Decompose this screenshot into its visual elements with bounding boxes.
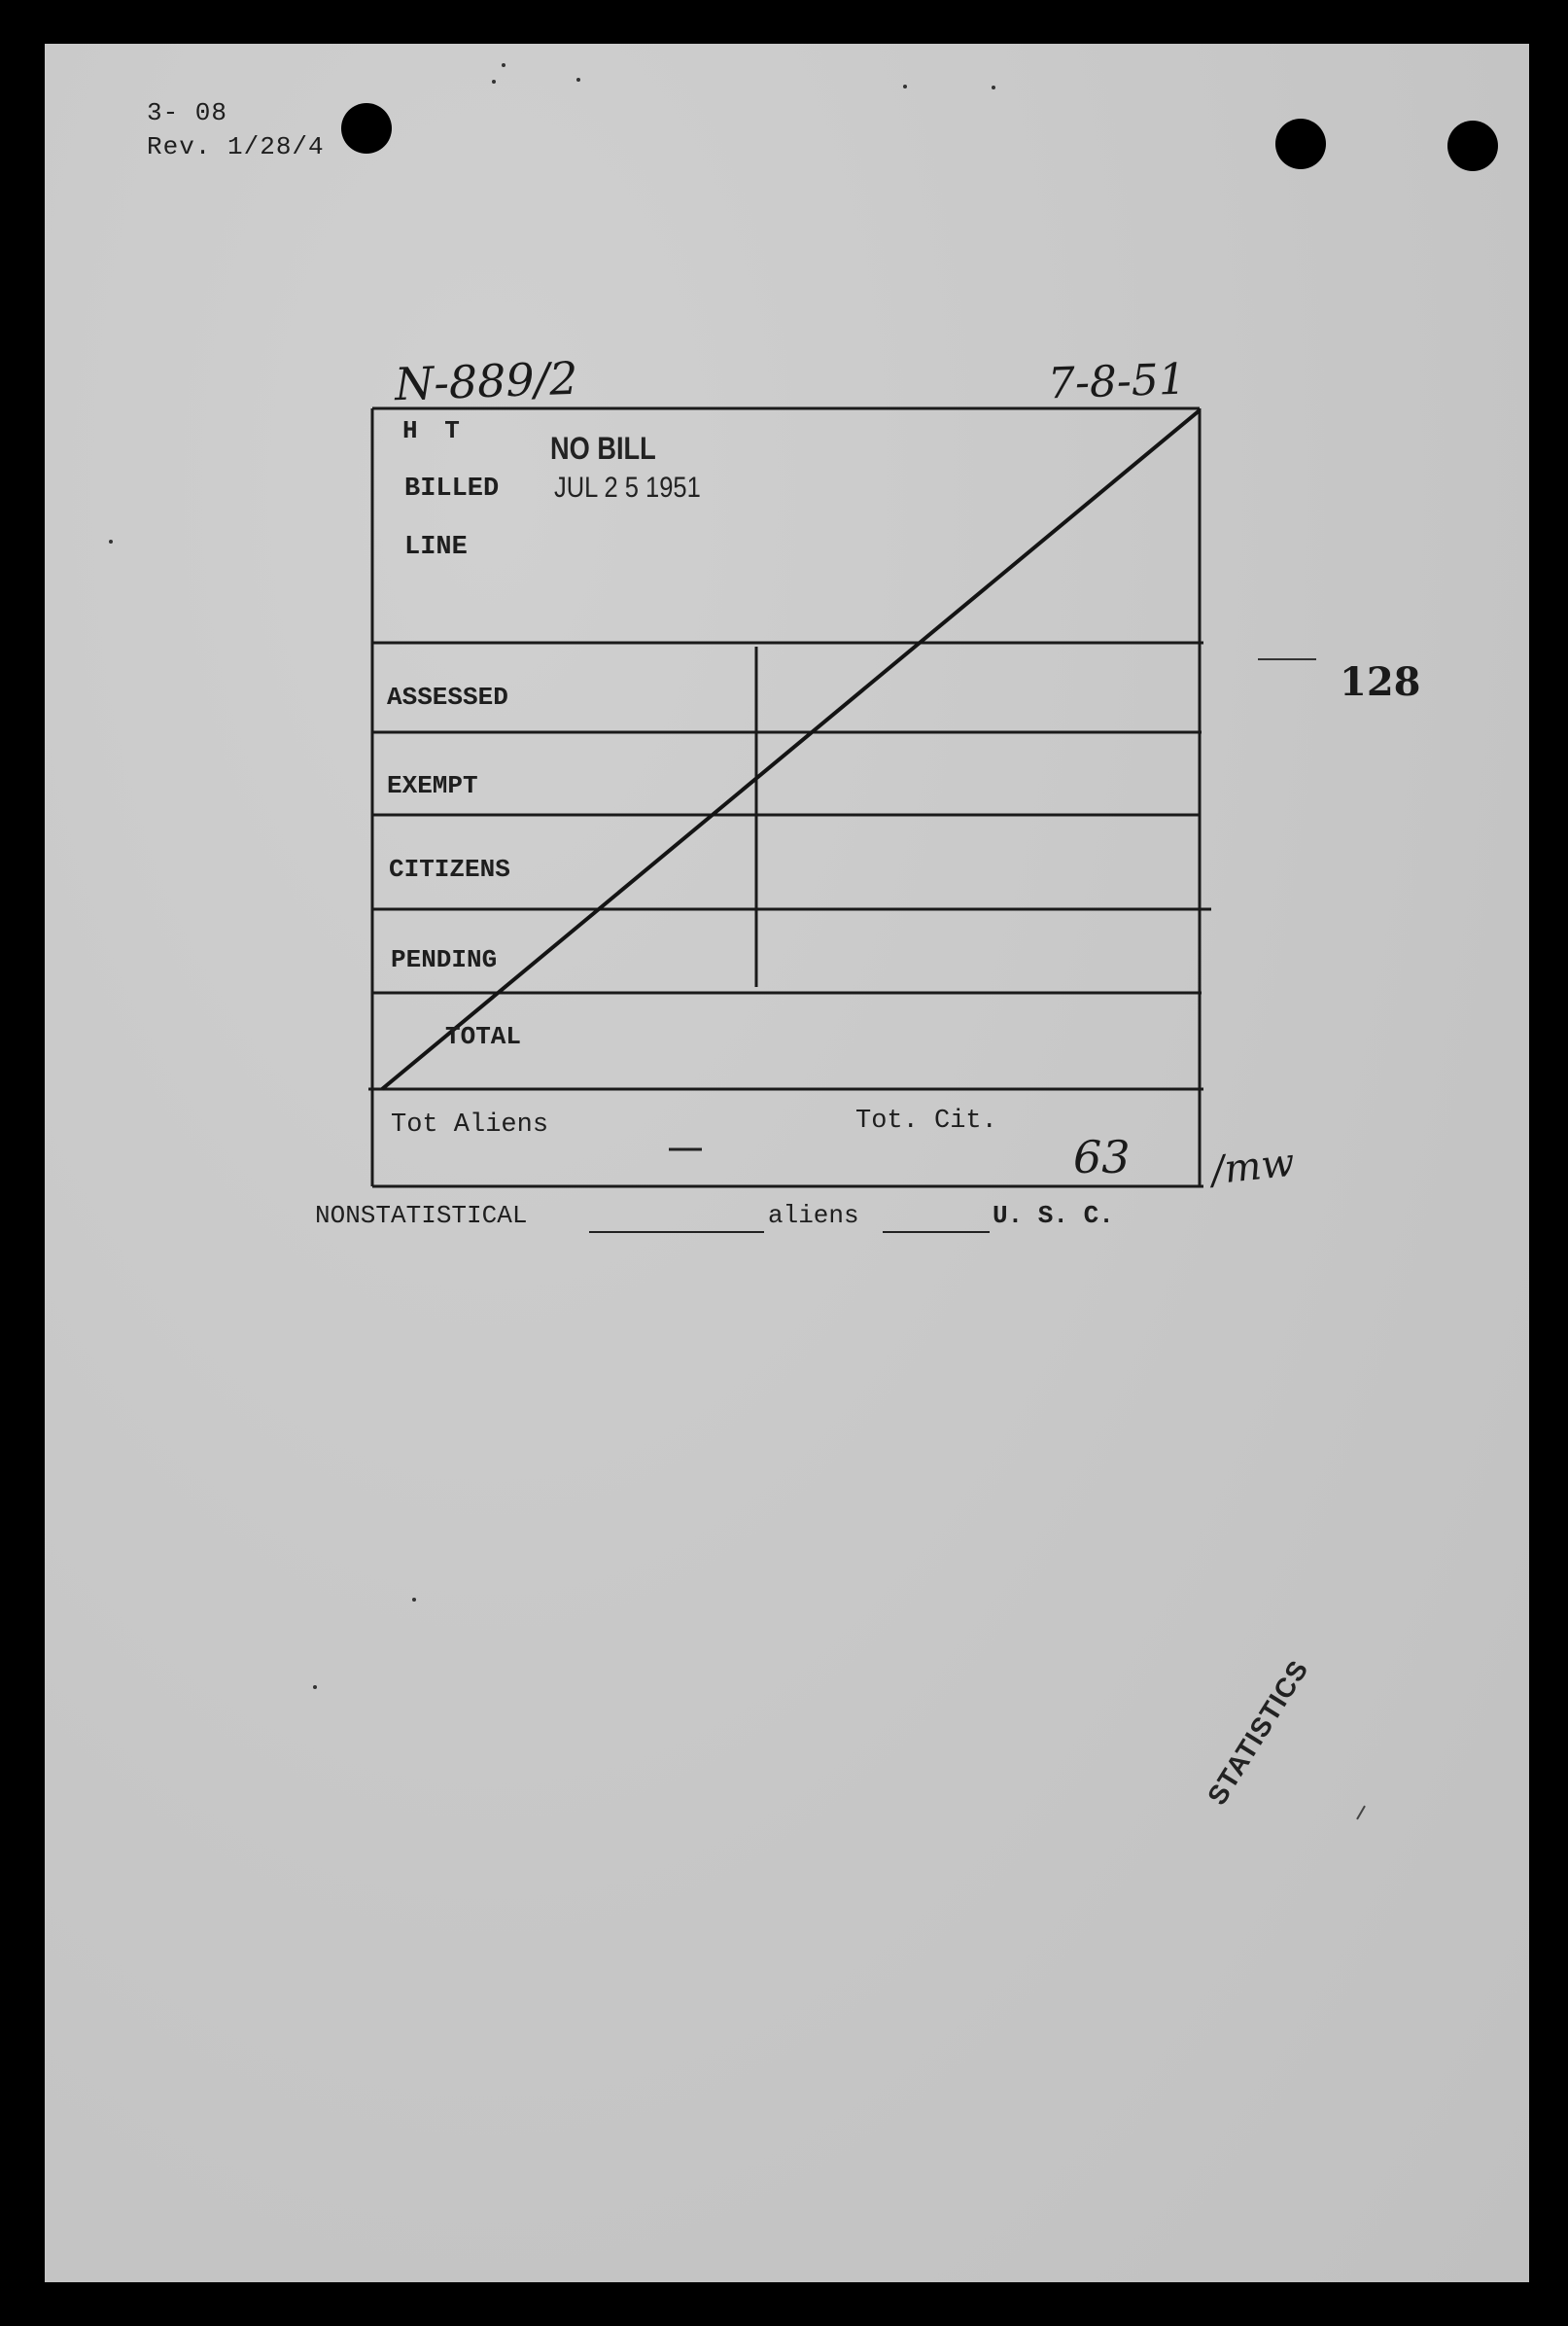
label-line: LINE: [404, 533, 468, 562]
aliens-blank: [883, 1231, 990, 1233]
clerk-initials: /mw: [1208, 1140, 1297, 1194]
row-total: TOTAL: [445, 1022, 522, 1051]
strike-line: [382, 410, 1200, 1089]
statistics-stamp: STATISTICS: [1202, 1654, 1314, 1811]
label-tot-aliens: Tot Aliens: [391, 1110, 549, 1140]
row-exempt: EXEMPT: [387, 771, 478, 800]
document-page: [45, 44, 1529, 2282]
form-number: 3- 08: [147, 98, 228, 127]
stamp-date: JUL 2 5 1951: [554, 472, 701, 504]
margin-number: 128: [1340, 659, 1421, 705]
nonstatistical-label: NONSTATISTICAL: [315, 1201, 528, 1230]
revision-date: Rev. 1/28/4: [147, 132, 325, 161]
row-assessed: ASSESSED: [387, 683, 508, 712]
label-ht: H T: [402, 416, 466, 445]
usc-label: U. S. C.: [993, 1201, 1114, 1230]
row-pending: PENDING: [391, 945, 498, 974]
row-citizens: CITIZENS: [389, 855, 510, 884]
label-tot-cit: Tot. Cit.: [855, 1107, 997, 1136]
no-bill-stamp: NO BILL: [550, 431, 656, 466]
nonstatistical-blank: [589, 1231, 764, 1233]
label-billed: BILLED: [404, 475, 500, 504]
total-aliens-count: 63: [1073, 1131, 1131, 1183]
handwritten-date: 7-8-51: [1047, 354, 1187, 409]
file-number: N-889/2: [394, 351, 579, 411]
form-grid: [45, 44, 1529, 2282]
aliens-label: aliens: [768, 1201, 859, 1230]
